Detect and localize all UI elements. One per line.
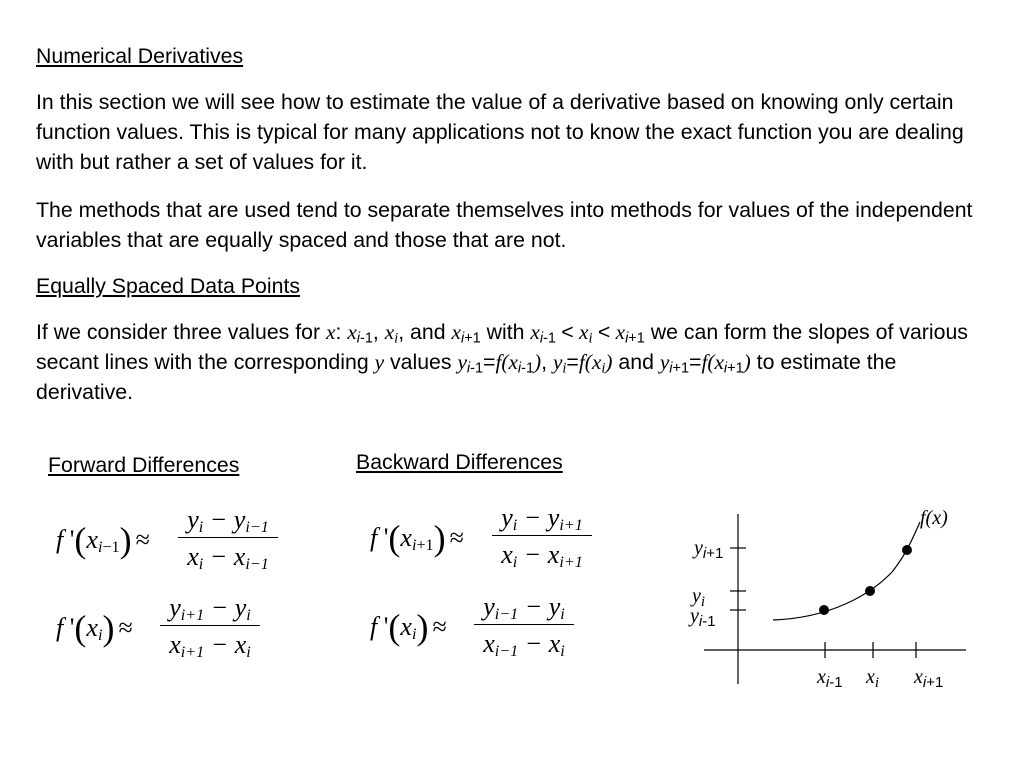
- consider-text-4: values: [389, 350, 452, 374]
- backward-formula-1: f '$(x_{i+1})$ ≈ $y_i - y_{i+1}$ $x_i - x_{i+1}$: [370, 503, 600, 583]
- consider-paragraph: If we consider three values for x: $x_{i-1}$, $x_i$, and $x_{i+1}$ with $x_{i-1} < x_i < x_{i+1}$ we can form the slopes of various secant lines with the corresponding y values $y_{i-1}=f(x_{i-1})$, $y_i=f(x_i)$ and $y_{i+1}=f(x_{i+1})$ to estimate the derivative.: [36, 320, 968, 404]
- math-x-im1: $x_{i-1}$: [347, 320, 373, 347]
- methods-paragraph: The methods that are used tend to separate themselves into methods for values of the independent variables that are equally spaced and those that are not.: [36, 198, 973, 252]
- y-label-i: $y_i$: [692, 585, 706, 610]
- section-title: Numerical Derivatives: [36, 44, 244, 68]
- secant-lines-graph: [680, 500, 980, 700]
- y-label-ip1: $y_{i+1}$: [694, 537, 724, 562]
- data-point-im1: [819, 605, 829, 615]
- math-y: y: [374, 350, 385, 374]
- math-y-im1: $y_{i-1}=f(x_{i-1})$: [457, 350, 542, 377]
- intro-paragraph: In this section we will see how to estimate the value of a derivative based on knowing only certain function values. This is typical for many applications not to know the exact function you are dealing with but rather a set of values for it.: [36, 90, 964, 174]
- function-curve: [773, 522, 920, 620]
- backward-formula-2: f '$(x_i)$ ≈ $y_{i-1} - y_i$ $x_{i-1} - x_i$: [370, 592, 600, 672]
- math-x: x: [326, 320, 336, 344]
- consider-text-3: we can form the slopes of various secant lines with the corresponding: [36, 320, 968, 374]
- data-point-ip1: [902, 545, 912, 555]
- x-label-im1: $x_{i-1}$: [817, 666, 843, 691]
- math-xi: $x_i$: [384, 320, 399, 347]
- y-label-im1: $y_{i-1}$: [690, 605, 716, 630]
- data-point-i: [865, 586, 875, 596]
- x-label-i: $x_i$: [866, 666, 880, 691]
- math-y-ip1: $y_{i+1}=f(x_{i+1})$: [659, 350, 751, 377]
- consider-text-6: to estimate the derivative.: [36, 350, 897, 404]
- x-label-ip1: $x_{i+1}$: [914, 666, 944, 691]
- math-x-ip1: $x_{i+1}$: [451, 320, 481, 347]
- subsection-title: Equally Spaced Data Points: [36, 274, 301, 298]
- consider-text-5: and: [618, 350, 654, 374]
- forward-formula-2: f '$(x_i)$ ≈ $y_{i+1} - y_i$ $x_{i+1} - x_i$: [56, 593, 286, 673]
- forward-formula-1: f '$(x_{i-1})$ ≈ $y_i - y_{i-1}$ $x_i - x_{i-1}$: [56, 505, 286, 585]
- consider-text-1: If we consider three values for: [36, 320, 321, 344]
- consider-text-2: with: [486, 320, 525, 344]
- consider-and: and: [410, 320, 446, 344]
- math-yi: $y_i=f(x_i)$: [552, 350, 613, 377]
- forward-differences-heading: Forward Differences: [48, 453, 240, 477]
- math-inequality: $x_{i-1} < x_i < x_{i+1}$: [530, 320, 645, 347]
- backward-differences-heading: Backward Differences: [356, 450, 563, 474]
- function-label: f(x): [920, 507, 948, 529]
